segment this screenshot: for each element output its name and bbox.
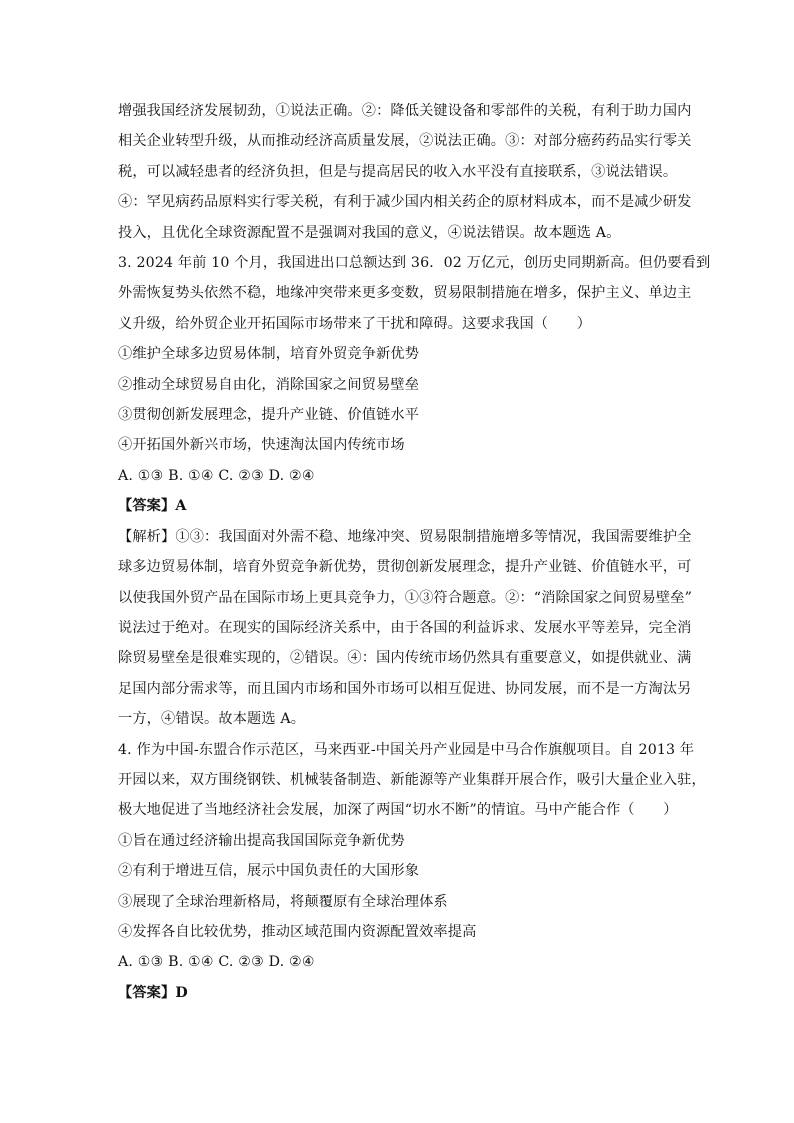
analysis-line: 说法过于绝对。在现实的国际经济关系中，由于各国的利益诉求、发展水平等差异，完全消 bbox=[118, 619, 692, 636]
option-line: ①维护全球多边贸易体制，培育外贸竞争新优势 bbox=[118, 346, 420, 363]
option-line: ①旨在通过经济输出提高我国国际竞争新优势 bbox=[118, 832, 405, 849]
analysis-line: 一方，④错误。故本题选 A。 bbox=[118, 711, 306, 728]
text-line: 增强我国经济发展韧劲，①说法正确。②：降低关键设备和零部件的关税，有利于助力国内 bbox=[118, 103, 692, 119]
option-line: ②有利于增进互信，展示中国负责任的大国形象 bbox=[118, 863, 420, 880]
question-3-line: 外需恢复势头依然不稳，地缘冲突带来更多变数，贸易限制措施在增多，保护主义、单边主 bbox=[118, 285, 692, 302]
answer-line: 【答案】D bbox=[118, 984, 188, 1001]
option-line: ③贯彻创新发展理念，提升产业链、价值链水平 bbox=[118, 407, 420, 424]
analysis-line: 足国内部分需求等，而且国内市场和国外市场可以相互促进、协同发展，而不是一方淘汰另 bbox=[118, 680, 692, 697]
question-3-line: 3. 2024 年前 10 个月，我国进出口总额达到 36．02 万亿元，创历史同期新高。但仍要看到 bbox=[118, 255, 711, 272]
question-4-line: 4. 作为中国-东盟合作示范区，马来西亚-中国关丹产业园是中马合作旗舰项目。自 2013 年 bbox=[118, 741, 695, 758]
text-line: ④：罕见病药品原料实行零关税，有利于减少国内相关药企的原材料成本，而不是减少研发 bbox=[118, 194, 692, 211]
answer-line: 【答案】A bbox=[118, 498, 187, 515]
option-line: ③展现了全球治理新格局，将颠覆原有全球治理体系 bbox=[118, 893, 448, 910]
text-line: 相关企业转型升级，从而推动经济高质量发展，②说法正确。③：对部分癌药药品实行零关 bbox=[118, 133, 692, 150]
analysis-line: 【解析】①③：我国面对外需不稳、地缘冲突、贸易限制措施增多等情况，我国需要维护全 bbox=[118, 528, 692, 545]
text-line: 税，可以减轻患者的经济负担，但是与提高居民的收入水平没有直接联系，③说法错误。 bbox=[118, 163, 678, 180]
choices-line: A. ①③ B. ①④ C. ②③ D. ②④ bbox=[118, 954, 315, 971]
question-4-line: 极大地促进了当地经济社会发展，加深了两国“切水不断”的情谊。马中产能合作（ ） bbox=[118, 802, 678, 819]
question-4-line: 开园以来，双方围绕钢铁、机械装备制造、新能源等产业集群开展合作，吸引大量企业入驻， bbox=[118, 771, 706, 788]
analysis-line: 以使我国外贸产品在国际市场上更具竞争力，①③符合题意。②：“消除国家之间贸易壁垒” bbox=[118, 589, 692, 606]
choices-line: A. ①③ B. ①④ C. ②③ D. ②④ bbox=[118, 467, 315, 484]
analysis-line: 除贸易壁垒是很难实现的，②错误。④：国内传统市场仍然具有重要意义，如提供就业、满 bbox=[118, 650, 692, 667]
text-line: 投入，且优化全球资源配置不是强调对我国的意义，④说法错误。故本题选 A。 bbox=[118, 224, 621, 241]
document-page bbox=[118, 96, 711, 1008]
question-3-line: 义升级，给外贸企业开拓国际市场带来了干扰和障碍。这要求我国（ ） bbox=[118, 315, 592, 332]
option-line: ④发挥各自比较优势，推动区域范围内资源配置效率提高 bbox=[118, 923, 477, 940]
option-line: ④开拓国外新兴市场，快速淘汰国内传统市场 bbox=[118, 437, 405, 454]
option-line: ②推动全球贸易自由化，消除国家之间贸易壁垒 bbox=[118, 376, 420, 393]
analysis-line: 球多边贸易体制，培育外贸竞争新优势，贯彻创新发展理念，提升产业链、价值链水平，可 bbox=[118, 559, 692, 576]
